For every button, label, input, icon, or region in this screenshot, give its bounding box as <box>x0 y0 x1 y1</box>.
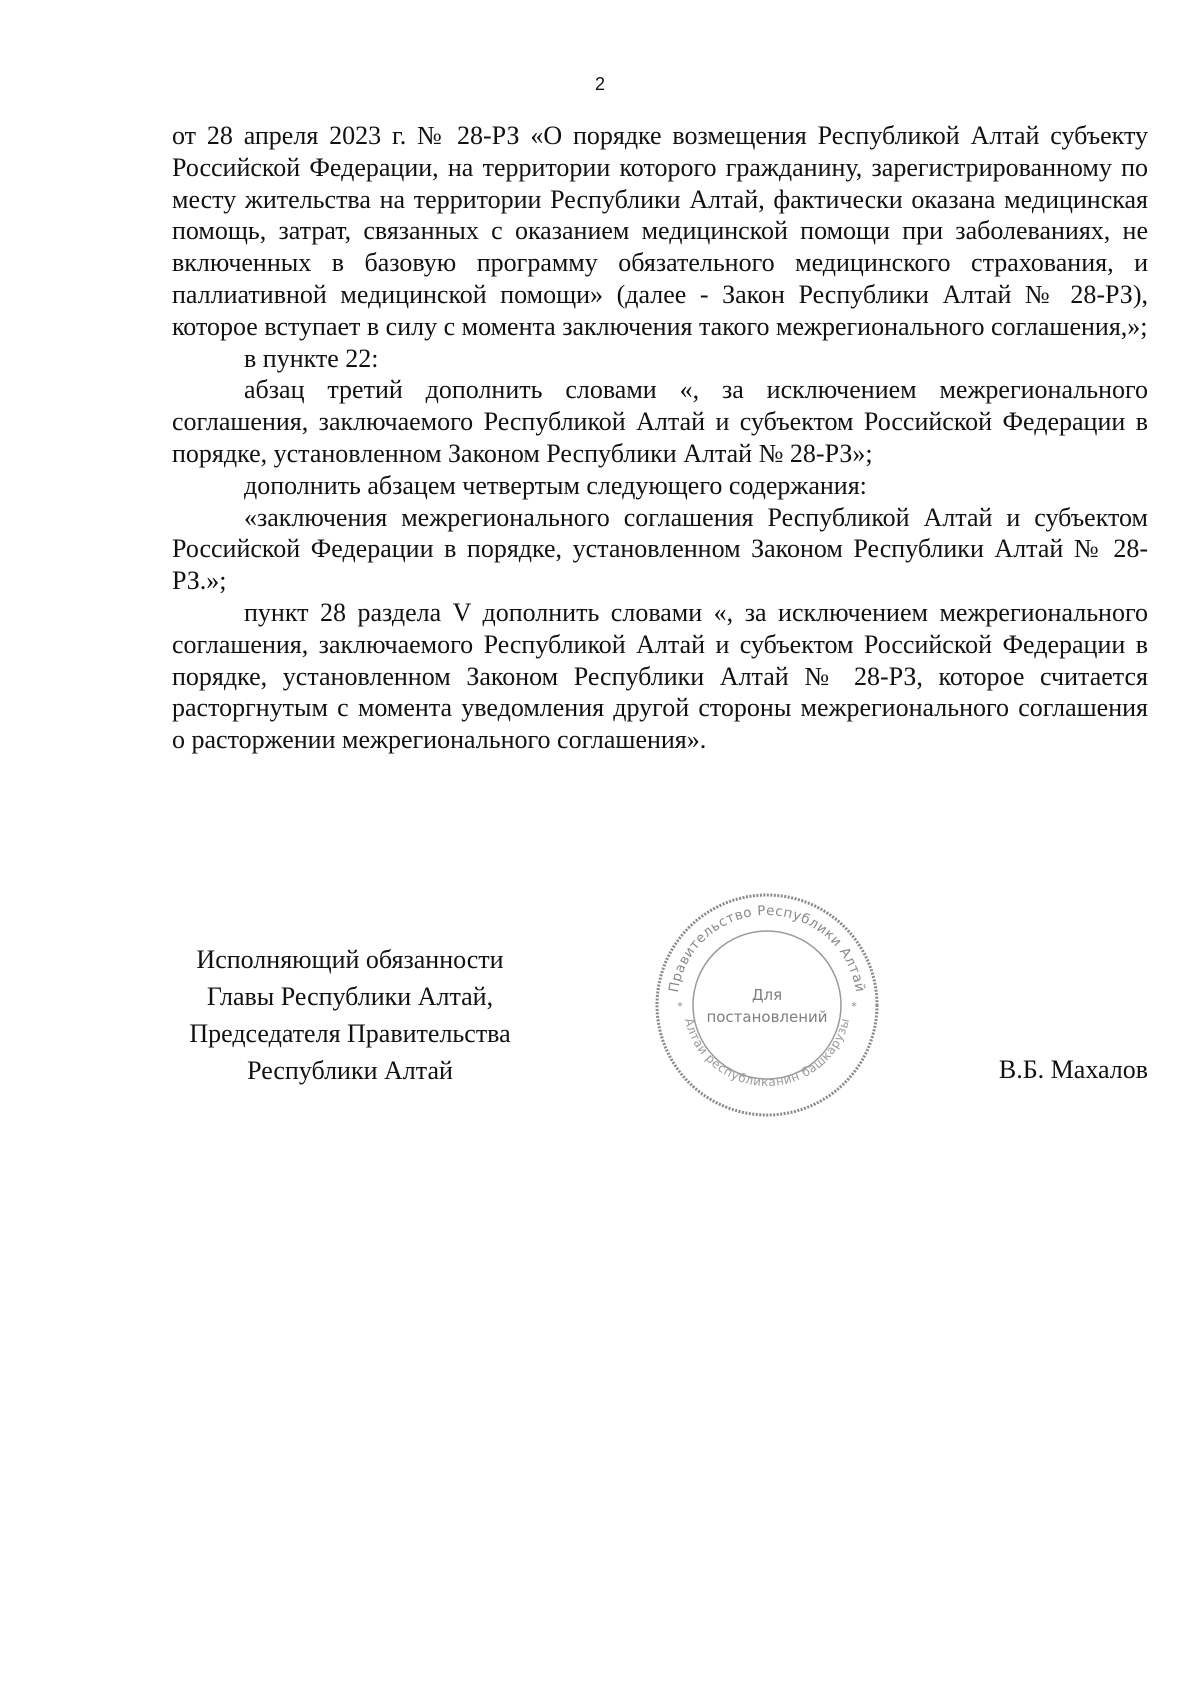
signer-title-line-2: Главы Республики Алтай, <box>206 982 494 1011</box>
svg-text:Алтай республиканин башкарузы <box>682 1016 852 1089</box>
seal-ring-text: Правительство Республики Алтай <box>665 902 869 994</box>
seal-ring-text-bottom: Алтай республиканин башкарузы <box>681 1016 853 1090</box>
svg-text:Правительство Республики Алтай <box>666 903 868 994</box>
signer-title <box>150 941 550 1089</box>
document-body <box>172 120 1148 756</box>
seal-star-left: * <box>677 1000 683 1013</box>
signer-title-line-1: Исполняющий обязанности <box>196 945 504 974</box>
paragraph-2: в пункте 22: <box>244 343 379 373</box>
paragraph-6: пункт 28 раздела V дополнить словами «, за исключением межрегионального соглашения, заключаемого Республикой Алтай и субъектом Российской Федерации в порядке, установленном Законом Республики Алтай № 28-РЗ, которое считается расторгнутым с момента уведомления другой стороны межрегионального соглашения о расторжении межрегионального соглашения». <box>172 597 1148 755</box>
seal-center-line-2: постановлений <box>706 1008 828 1026</box>
seal-center-line-1: Для <box>751 986 783 1004</box>
seal-star-right: * <box>851 1000 857 1013</box>
paragraph-4: дополнить абзацем четвертым следующего содержания: <box>244 470 867 500</box>
page-number: 2 <box>594 74 605 94</box>
signer-title-line-4: Республики Алтай <box>247 1056 453 1085</box>
official-seal <box>652 890 882 1120</box>
signer-title-line-3: Председателя Правительства <box>189 1019 511 1048</box>
paragraph-5: «заключения межрегионального соглашения Республикой Алтай и субъектом Российской Федерации в порядке, установленном Законом Республики Алтай № 28-РЗ.»; <box>172 502 1148 596</box>
signer-name: В.Б. Махалов <box>998 1055 1148 1084</box>
paragraph-1: от 28 апреля 2023 г. № 28-РЗ «О порядке возмещения Республикой Алтай субъекту Российской Федерации, на территории которого гражданину, зарегистрированному по месту жительства на территории Республики Алтай, фактически оказана медицинская помощь, затрат, связанных с оказанием медицинской помощи при заболеваниях, не включенных в базовую программу обязательного медицинского страхования, и паллиативной медицинской помощи» (далее - Закон Республики Алтай № 28-РЗ), которое вступает в силу с момента заключения такого межрегионального соглашения,»; <box>172 121 1148 341</box>
paragraph-3: абзац третий дополнить словами «, за исключением межрегионального соглашения, заключаемого Республикой Алтай и субъектом Российской Федерации в порядке, установленном Законом Республики Алтай № 28-РЗ»; <box>172 375 1148 468</box>
